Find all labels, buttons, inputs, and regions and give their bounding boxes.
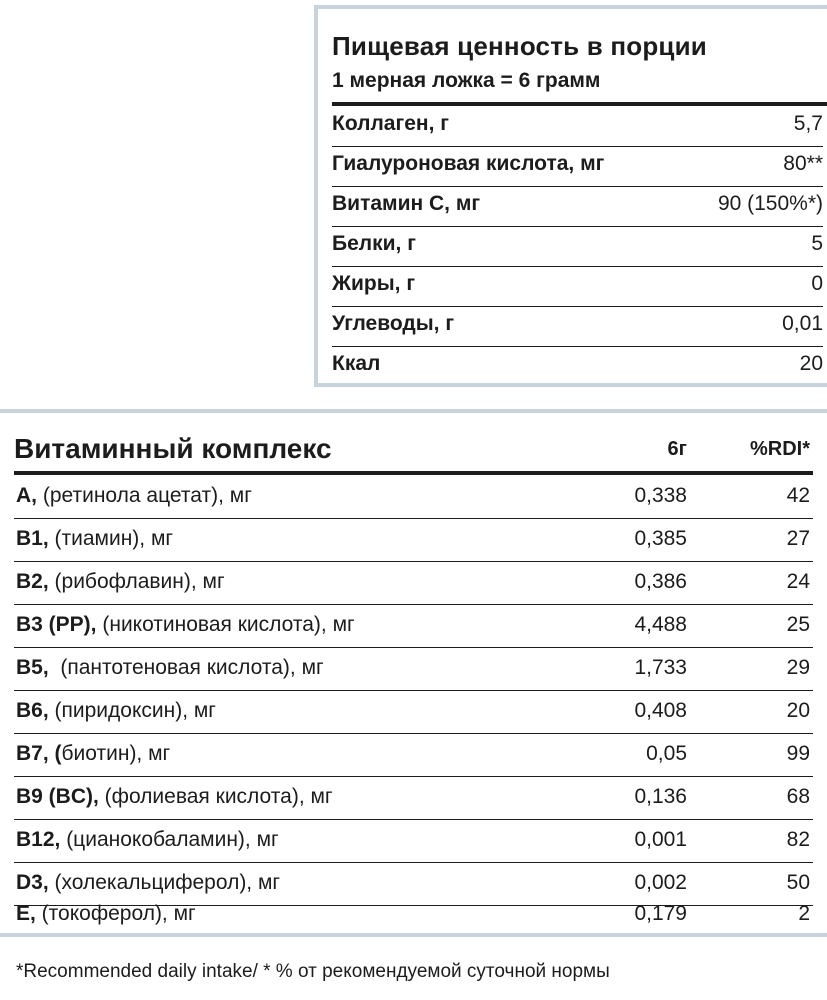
vitamin-rdi: 99 [786, 742, 810, 765]
vitamin-amount: 0,05 [646, 742, 687, 765]
nutrition-value: 90 (150%*) [717, 192, 823, 215]
vitamin-row [14, 647, 813, 691]
vitamin-code: A, [16, 484, 37, 507]
vitamin-code: B6, [16, 699, 49, 722]
nutrition-value: 80** [783, 152, 823, 175]
vitamin-name: (пантотеновая кислота), мг [48, 656, 324, 679]
nutrition-row [332, 106, 823, 147]
nutrition-value: 20 [799, 352, 823, 375]
footnote: *Recommended daily intake/ * % от рекомендуемой суточной нормы [16, 961, 610, 982]
vitamin-code: B3 (PP), [16, 613, 97, 636]
vitamin-label [16, 828, 279, 852]
vitamin-rdi: 82 [786, 828, 810, 851]
vitamin-amount: 0,408 [634, 699, 687, 722]
vitamin-amount: 0,179 [634, 902, 687, 925]
nutrition-title: Пищевая ценность в порции [332, 31, 707, 61]
vitamin-row [14, 561, 813, 605]
vitamin-rdi: 50 [786, 871, 810, 894]
vitamin-code: B1, [16, 527, 49, 550]
vitamin-label [16, 742, 170, 766]
vitamin-name: (пиридоксин), мг [48, 699, 216, 722]
vitamin-code: B5, [16, 656, 49, 679]
vitamin-row [14, 819, 813, 863]
vitamin-amount: 1,733 [634, 656, 687, 679]
vitamin-code: B12, [16, 828, 61, 851]
vitamin-label [16, 699, 216, 723]
nutrition-row [332, 266, 823, 307]
vitamin-name: (тиамин), мг [48, 527, 174, 550]
vitamin-name: (холекальциферол), мг [48, 871, 281, 894]
vitamin-rdi: 68 [786, 785, 810, 808]
vitamin-row [14, 893, 813, 936]
vitamin-code: D3, [16, 871, 49, 894]
vitamin-name: (рибофлавин), мг [48, 570, 225, 593]
vitamin-rdi: 29 [786, 656, 810, 679]
vitamin-complex-title: Витаминный комплекс [14, 433, 332, 464]
nutrition-row [332, 146, 823, 187]
vitamin-name: (цианокобаламин), мг [60, 828, 279, 851]
vitamin-label [16, 871, 280, 895]
nutrition-value: 0,01 [782, 312, 823, 335]
nutrition-facts-panel [314, 5, 827, 387]
vitamin-label [16, 484, 252, 508]
vitamin-amount: 0,002 [634, 871, 687, 894]
vitamin-row [14, 604, 813, 648]
nutrition-label: Ккал [332, 352, 381, 375]
vitamin-amount: 4,488 [634, 613, 687, 636]
vitamin-rdi: 24 [786, 570, 810, 593]
serving-size: 1 мерная ложка = 6 грамм [332, 69, 601, 92]
vitamin-row [14, 733, 813, 777]
nutrition-label: Белки, г [332, 232, 416, 255]
vitamin-name: (токоферол), мг [35, 902, 196, 925]
column-header-amount: 6г [667, 438, 687, 460]
vitamin-label [16, 527, 173, 551]
vitamin-label [16, 570, 225, 594]
nutrition-row [332, 186, 823, 227]
nutrition-row [332, 346, 823, 386]
vitamin-row [14, 690, 813, 734]
vitamin-row [14, 475, 813, 519]
column-header-rdi: %RDI* [749, 438, 810, 460]
vitamin-name: биотин), мг [61, 742, 171, 765]
vitamin-amount: 0,386 [634, 570, 687, 593]
nutrition-label: Гиалуроновая кислота, мг [332, 152, 605, 175]
vitamin-code: B9 (BC), [16, 785, 99, 808]
vitamin-amount: 0,385 [634, 527, 687, 550]
vitamin-label [16, 902, 196, 926]
vitamin-label [16, 785, 333, 809]
vitamin-code: B7, ( [16, 742, 62, 765]
nutrition-value: 5,7 [793, 112, 823, 135]
nutrition-row [332, 226, 823, 267]
nutrition-label: Коллаген, г [332, 112, 450, 135]
vitamin-row [14, 518, 813, 562]
vitamin-rdi: 27 [786, 527, 810, 550]
vitamin-label [16, 613, 355, 637]
nutrition-label: Витамин С, мг [332, 192, 481, 215]
vitamin-rdi: 42 [786, 484, 810, 507]
vitamin-code: B2, [16, 570, 49, 593]
vitamin-name: (никотиновая кислота), мг [96, 613, 355, 636]
vitamin-rdi: 20 [786, 699, 810, 722]
vitamin-rdi: 2 [798, 902, 810, 925]
vitamin-amount: 0,001 [634, 828, 687, 851]
vitamin-code: E, [16, 902, 36, 925]
nutrition-value: 5 [811, 232, 823, 255]
nutrition-label: Жиры, г [332, 272, 416, 295]
nutrition-label: Углеводы, г [332, 312, 455, 335]
nutrition-row [332, 306, 823, 347]
vitamin-name: (ретинола ацетат), мг [37, 484, 252, 507]
vitamin-name: (фолиевая кислота), мг [98, 785, 333, 808]
nutrition-value: 0 [811, 272, 823, 295]
vitamin-row [14, 776, 813, 820]
vitamin-amount: 0,136 [634, 785, 687, 808]
vitamin-label [16, 656, 324, 680]
vitamin-amount: 0,338 [634, 484, 687, 507]
vitamin-rdi: 25 [786, 613, 810, 636]
vitamin-complex-panel [0, 409, 827, 937]
